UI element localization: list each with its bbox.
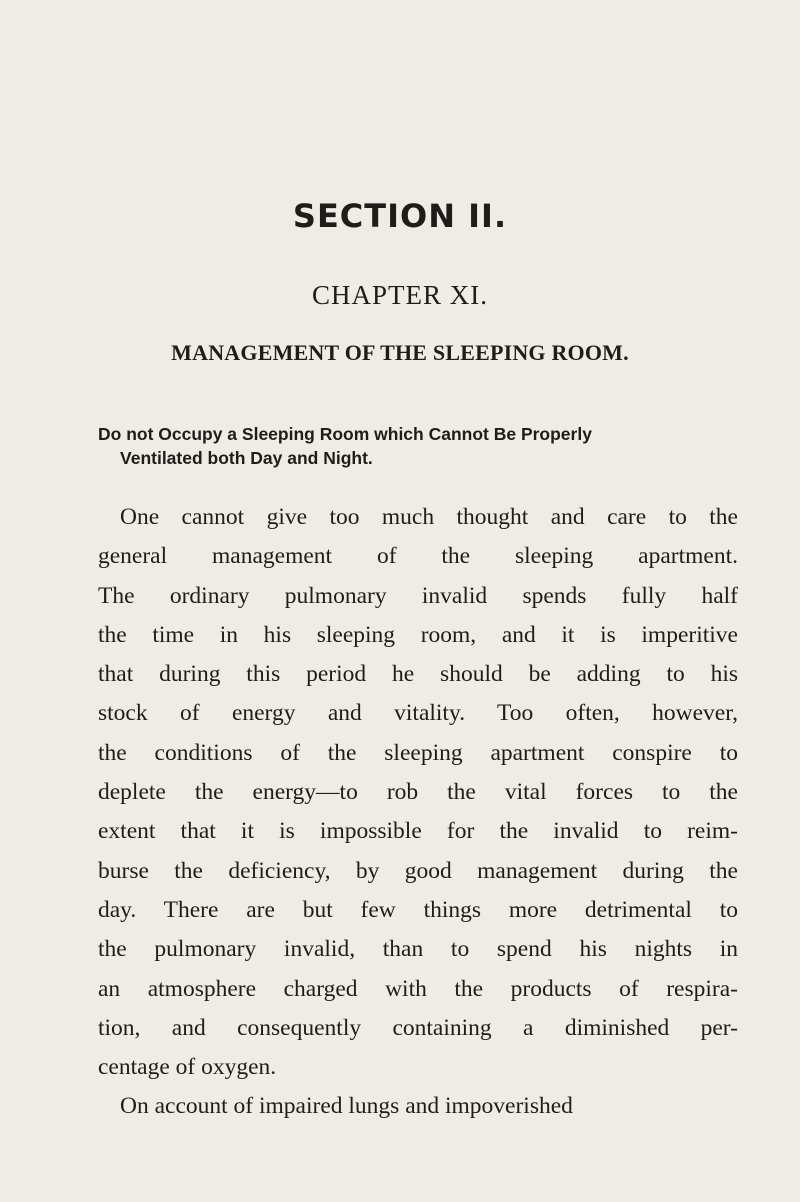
- body-line: On account of impaired lungs and impoverished: [120, 1093, 573, 1120]
- body-line: that during this period he should be adding to his: [98, 661, 738, 688]
- section-heading-line: Do not Occupy a Sleeping Room which Cannot Be Properly: [98, 424, 592, 444]
- body-line: centage of oxygen.: [98, 1054, 277, 1081]
- body-line: tion, and consequently containing a diminished per-: [98, 1014, 738, 1041]
- body-line: the pulmonary invalid, than to spend his nights in: [98, 936, 738, 963]
- section-heading-line: Ventilated both Day and Night.: [120, 448, 373, 468]
- body-line: an atmosphere charged with the products of respira-: [98, 975, 738, 1002]
- chapter-title: CHAPTER XI.: [311, 280, 488, 310]
- body-line: general management of the sleeping apartment.: [98, 543, 738, 570]
- body-line: day. There are but few things more detrimental to: [98, 896, 738, 923]
- section-title: SECTION II.: [292, 197, 508, 235]
- body-line: stock of energy and vitality. Too often, however,: [98, 700, 738, 727]
- body-line: the conditions of the sleeping apartment conspire to: [98, 739, 738, 766]
- body-line: One cannot give too much thought and care to the: [120, 504, 738, 530]
- body-line: burse the deficiency, by good management during the: [98, 857, 738, 884]
- body-line: The ordinary pulmonary invalid spends fully half: [98, 582, 738, 609]
- body-line: the time in his sleeping room, and it is imperitive: [98, 621, 738, 648]
- chapter-subtitle: MANAGEMENT OF THE SLEEPING ROOM.: [171, 340, 629, 365]
- body-text: [98, 498, 738, 1127]
- body-line: extent that it is impossible for the invalid to reim-: [98, 818, 738, 845]
- section-heading: [98, 422, 748, 470]
- body-line: deplete the energy—to rob the vital forces to the: [98, 779, 738, 806]
